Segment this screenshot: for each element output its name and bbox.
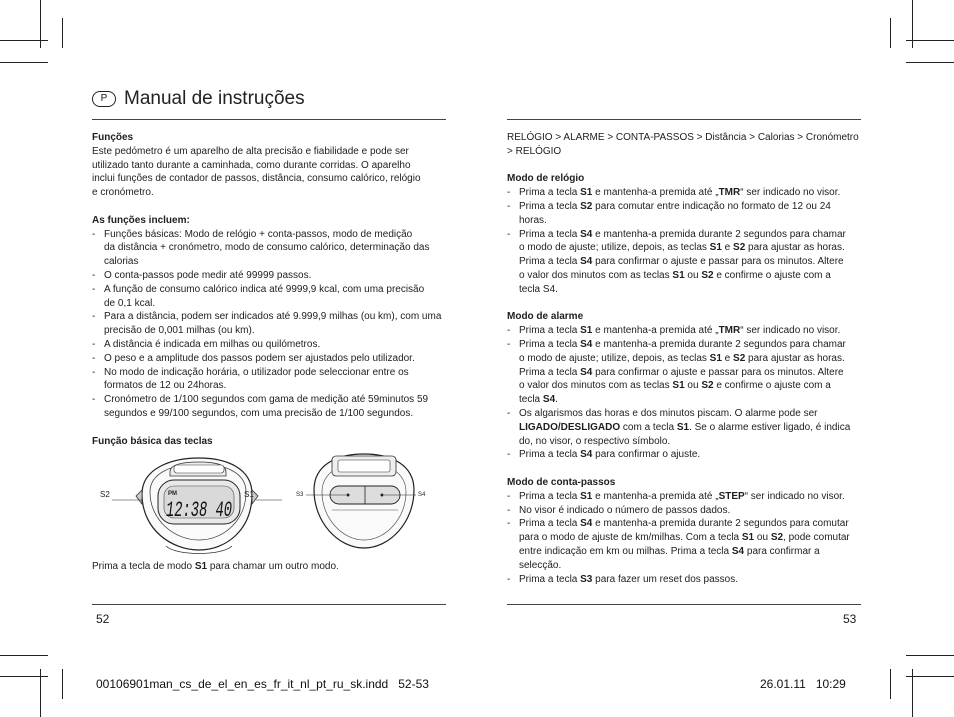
instruction-text: ou	[684, 269, 702, 281]
label-s2: S2	[100, 490, 110, 499]
page-number-left: 52	[96, 612, 110, 626]
key-label: TMR	[718, 187, 741, 199]
key-label: TMR	[718, 325, 741, 337]
key-label: S4	[580, 338, 593, 350]
instruction-item	[507, 228, 865, 297]
instruction-text: para ajustar as horas.	[745, 242, 845, 254]
sequence-line: > RELÓGIO	[507, 145, 562, 157]
instruction-text: ou	[684, 380, 702, 392]
clock-list	[507, 186, 865, 296]
includes-item-line: calorias	[104, 256, 139, 268]
key-label: S1	[672, 269, 685, 281]
footer-rule-left	[92, 604, 446, 605]
includes-item	[92, 366, 452, 394]
instruction-text: para confirmar o ajuste.	[592, 449, 701, 461]
key-label: S1	[709, 352, 722, 364]
clock-heading: Modo de relógio	[507, 173, 585, 185]
key-label: S4	[580, 449, 593, 461]
instruction-text: e mantenha-a premida até „	[592, 187, 719, 199]
instruction-text: o modo de ajuste; utilize, depois, as teclas	[519, 352, 710, 364]
includes-item-line: - A função de consumo calórico indica até 9999,9 kcal, com uma precisão	[104, 283, 425, 295]
instruction-text: o valor dos minutos com as teclas	[519, 269, 673, 281]
steps-list	[507, 490, 865, 587]
key-label: S4	[580, 228, 593, 240]
includes-item-line: - Funções básicas: Modo de relógio + conta-passos, modo de medição	[104, 228, 413, 240]
key-label: S2	[580, 200, 593, 212]
key-label: S2	[733, 242, 746, 254]
instruction-text: , pode comutar	[783, 532, 850, 544]
instruction-text: “ ser indicado no visor.	[740, 325, 841, 337]
language-badge: P	[92, 91, 116, 107]
includes-list	[92, 228, 452, 421]
includes-item-line: - No modo de indicação horária, o utilizador pode seleccionar entre os	[104, 366, 409, 378]
instruction-text: e	[721, 352, 734, 364]
instruction-text: e	[721, 242, 734, 254]
instruction-item	[507, 448, 865, 462]
instruction-text: para comutar entre indicação no formato de 12 ou 24	[592, 200, 831, 212]
label-s3: S3	[296, 492, 304, 498]
instruction-text: para ajustar as horas.	[745, 352, 845, 364]
key-label: S1	[672, 380, 685, 392]
includes-item-line: da distância + cronómetro, modo de consumo calórico, determinação das	[104, 242, 430, 254]
crop-mark	[62, 18, 63, 48]
instruction-item	[507, 490, 865, 504]
slug-filename: 00106901man_cs_de_el_en_es_fr_it_nl_pt_ru_sk.indd 52-53	[96, 677, 429, 691]
instruction-text: e mantenha-a premida até „	[592, 490, 719, 502]
page-header	[92, 88, 305, 110]
display-pm: PM	[168, 491, 177, 497]
header-rule-right	[507, 119, 861, 120]
functions-line: e cronómetro.	[92, 187, 154, 199]
crop-mark	[890, 669, 891, 699]
includes-item-line: - O conta-passos pode medir até 99999 passos.	[104, 269, 312, 281]
instruction-text: Os algarismos das horas e dos minutos piscam. O alarme pode ser	[519, 407, 818, 419]
crop-mark	[906, 676, 954, 677]
sequence-line: RELÓGIO > ALARME > CONTA-PASSOS > Distância > Calorias > Cronómetro	[507, 132, 859, 143]
instruction-text: do, no visor, o respectivo símbolo.	[519, 435, 671, 447]
key-label: S4	[580, 518, 593, 530]
mode-instruction	[92, 560, 452, 574]
instruction-text: Prima a tecla	[519, 187, 581, 199]
includes-item	[92, 283, 452, 311]
instruction-text: o valor dos minutos com as teclas	[519, 380, 673, 392]
key-label: S1	[580, 187, 593, 199]
instruction-text: tecla S4.	[519, 283, 558, 295]
instruction-text: .	[555, 394, 558, 406]
instruction-text: Prima a tecla	[519, 325, 581, 337]
instruction-text: horas.	[519, 214, 547, 226]
instruction-text: Prima a tecla	[519, 256, 581, 268]
key-label: S2	[733, 352, 746, 364]
instruction-item	[507, 200, 865, 228]
key-label: S4	[731, 545, 745, 557]
page-number-right: 53	[843, 612, 857, 626]
crop-mark	[0, 40, 48, 41]
display-time: 12:38 40	[166, 498, 232, 523]
instruction-text: Prima a tecla	[519, 573, 581, 585]
crop-mark	[890, 18, 891, 48]
crop-mark	[906, 40, 954, 41]
instruction-text: No visor é indicado o número de passos dados.	[519, 504, 731, 516]
key-label: STEP	[718, 490, 745, 502]
instruction-item	[507, 324, 865, 338]
functions-heading: Funções	[92, 132, 134, 143]
includes-item-line: segundos e 99/100 segundos, com uma precisão de 1/100 segundos.	[104, 407, 414, 419]
alarm-list	[507, 324, 865, 462]
instruction-text: Prima a tecla	[519, 490, 581, 502]
alarm-heading: Modo de alarme	[507, 311, 584, 323]
functions-line: inclui funções de contador de passos, distância, consumo calórico, relógio	[92, 173, 421, 185]
instruction-text: e confirme o ajuste com a	[713, 269, 831, 281]
key-label: S1	[741, 532, 755, 544]
key-label: S2	[701, 380, 714, 392]
includes-item-line: de 0,1 kcal.	[104, 297, 156, 309]
includes-item	[92, 269, 452, 283]
right-column	[507, 131, 865, 586]
includes-item-line: precisão de 0,001 milhas (ou km).	[104, 325, 255, 337]
crop-mark	[62, 669, 63, 699]
functions-line: Este pedómetro é um aparelho de alta precisão e fiabilidade e pode ser	[92, 145, 409, 157]
instruction-text: e mantenha-a premida durante 2 segundos para comutar	[592, 518, 849, 530]
instruction-text: e confirme o ajuste com a	[713, 380, 831, 392]
includes-heading: As funções incluem:	[92, 214, 190, 226]
instruction-text: para confirmar a	[744, 545, 820, 557]
instruction-text: entre indicação em km ou milhas. Prima a tecla	[519, 545, 732, 557]
instruction-text: ou	[754, 532, 771, 544]
steps-heading: Modo de conta-passos	[507, 476, 616, 488]
instruction-text: Prima a tecla	[519, 449, 581, 461]
key-label: S4	[542, 394, 556, 406]
instruction-text: e mantenha-a premida durante 2 segundos para chamar	[592, 338, 846, 350]
key-label: S1	[676, 421, 690, 433]
footer-rule-right	[507, 604, 861, 605]
instruction-item	[507, 186, 865, 200]
includes-item-line: - Para a distância, podem ser indicados até 9.999,9 milhas (ou km), com uma	[104, 311, 442, 323]
includes-item-line: - Cronómetro de 1/100 segundos com gama de medição até 59minutos 59	[104, 394, 429, 406]
instruction-text: Prima a tecla	[519, 366, 581, 378]
includes-item	[92, 310, 452, 338]
key-label: LIGADO/DESLIGADO	[519, 421, 621, 433]
instruction-text: selecção.	[519, 559, 562, 571]
includes-item	[92, 338, 452, 352]
key-label: S4	[580, 366, 593, 378]
label-s4: S4	[418, 492, 426, 498]
mode-line: Prima a tecla de modo S1 para chamar um outro modo.	[92, 561, 339, 572]
instruction-text: para confirmar o ajuste e passar para os minutos. Altere	[592, 256, 844, 268]
keys-heading: Função básica das teclas	[92, 435, 213, 447]
header-rule-left	[92, 119, 446, 120]
key-label: S1	[580, 490, 593, 502]
crop-mark	[0, 655, 48, 656]
includes-item	[92, 393, 452, 421]
instruction-text: . Se o alarme estiver ligado, é indica	[689, 421, 851, 433]
crop-mark	[0, 62, 48, 63]
key-label: S2	[770, 532, 784, 544]
includes-item-line: - O peso e a amplitude dos passos podem ser ajustados pelo utilizador.	[104, 352, 415, 364]
crop-mark	[906, 655, 954, 656]
label-s1: S1	[244, 490, 254, 499]
instruction-text: para fazer um reset dos passos.	[592, 573, 738, 585]
instruction-item	[507, 504, 865, 518]
instruction-text: e mantenha-a premida durante 2 segundos para chamar	[592, 228, 846, 240]
pedometer-back-view	[314, 454, 414, 548]
key-label: S4	[580, 256, 593, 268]
instruction-item	[507, 407, 865, 448]
instruction-item	[507, 573, 865, 587]
includes-item	[92, 228, 452, 269]
instruction-text: com a tecla	[620, 421, 677, 433]
includes-item-line: - A distância é indicada em milhas ou quilómetros.	[104, 338, 321, 350]
left-column	[92, 131, 452, 448]
functions-line: utilizado tanto durante a caminhada, como durante corridas. O aparelho	[92, 159, 411, 171]
instruction-text: Prima a tecla	[519, 228, 581, 240]
pedometer-figure	[92, 450, 452, 568]
key-label: S3	[580, 573, 593, 585]
instruction-text: o modo de ajuste; utilize, depois, as teclas	[519, 242, 710, 254]
crop-mark	[0, 676, 48, 677]
crop-mark	[906, 62, 954, 63]
pedometer-front-view	[136, 458, 258, 554]
key-label: S1	[709, 242, 722, 254]
includes-item-line: formatos de 12 ou 24horas.	[104, 380, 227, 392]
instruction-item	[507, 338, 865, 407]
page-title: Manual de instruções	[124, 88, 305, 109]
instruction-text: para o modo de ajuste de km/milhas. Com a tecla	[519, 532, 742, 544]
instruction-text: “ ser indicado no visor.	[740, 187, 841, 199]
includes-item	[92, 352, 452, 366]
functions-text	[92, 145, 452, 200]
instruction-text: tecla	[519, 394, 543, 406]
instruction-text: e mantenha-a premida até „	[592, 325, 719, 337]
instruction-text: “ ser indicado no visor.	[744, 490, 845, 502]
instruction-text: Prima a tecla	[519, 518, 581, 530]
instruction-text: para confirmar o ajuste e passar para os minutos. Altere	[592, 366, 844, 378]
instruction-text: Prima a tecla	[519, 338, 581, 350]
key-label: S1	[580, 325, 593, 337]
instruction-text: Prima a tecla	[519, 200, 581, 212]
instruction-item	[507, 517, 865, 572]
key-label: S2	[701, 269, 714, 281]
slug-date: 26.01.11 10:29	[760, 677, 846, 691]
